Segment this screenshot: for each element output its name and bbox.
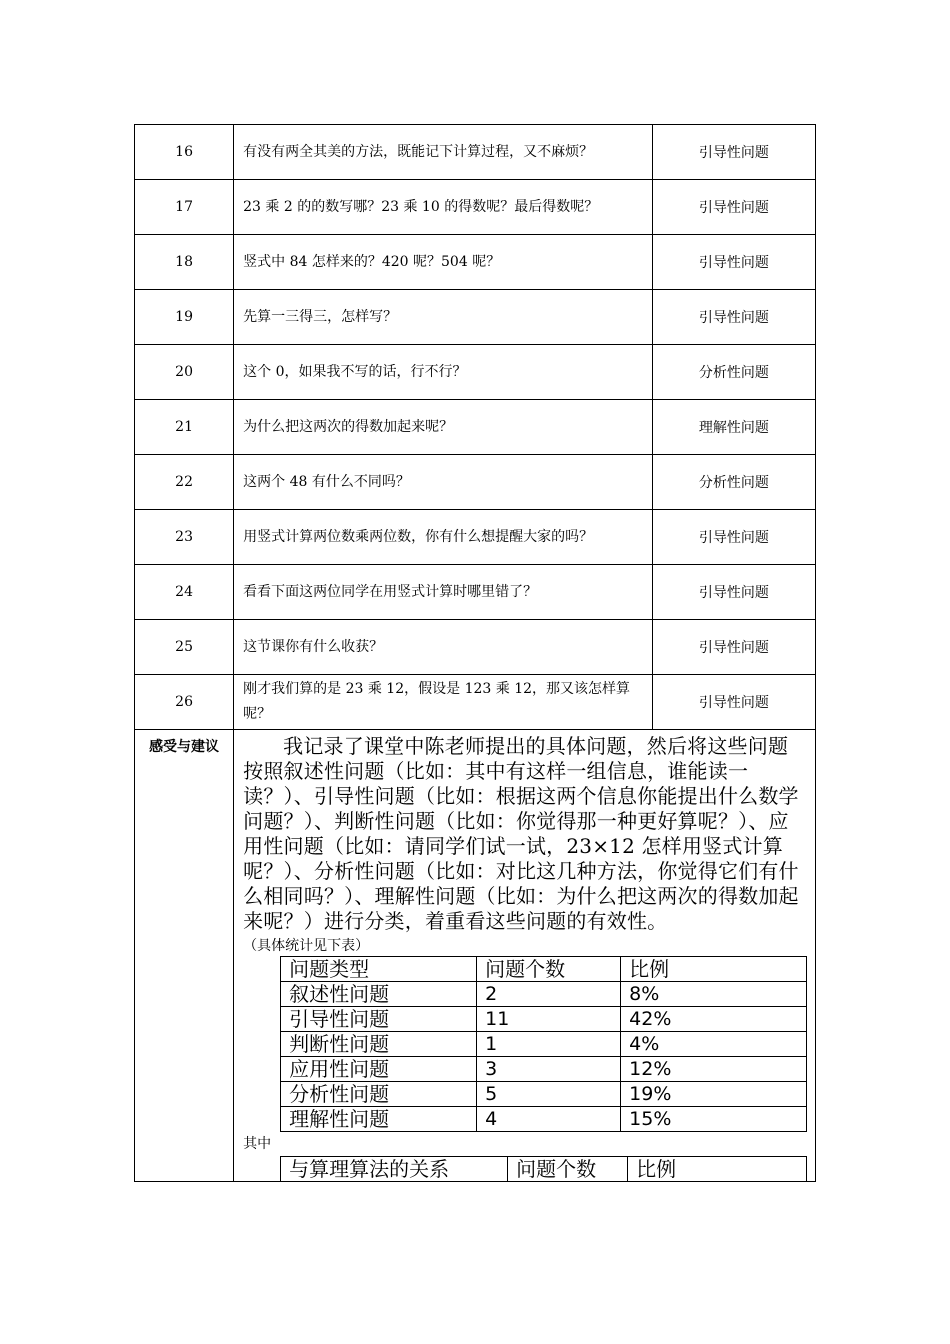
question-row <box>135 455 816 510</box>
question-row <box>135 565 816 620</box>
question-number: 18 <box>135 235 234 290</box>
feedback-row <box>135 730 816 1182</box>
question-type: 引导性问题 <box>652 235 815 290</box>
question-row <box>135 180 816 235</box>
document-page <box>134 124 816 1182</box>
question-type: 引导性问题 <box>652 565 815 620</box>
stats-count: 2 <box>477 982 621 1007</box>
question-number: 22 <box>135 455 234 510</box>
question-text: 刚才我们算的是 23 乘 12，假设是 123 乘 12，那又该怎样算呢？ <box>234 675 653 730</box>
question-type: 分析性问题 <box>652 345 815 400</box>
question-row <box>135 235 816 290</box>
question-row <box>135 400 816 455</box>
question-type: 引导性问题 <box>652 180 815 235</box>
sub-label: 其中 <box>243 1136 272 1152</box>
stats-row <box>281 1107 807 1132</box>
question-text: 有没有两全其美的方法，既能记下计算过程，又不麻烦？ <box>234 125 653 180</box>
stats-table-body <box>281 982 807 1132</box>
question-row <box>135 620 816 675</box>
stats-row <box>281 1057 807 1082</box>
stats-ratio: 42% <box>621 1007 807 1032</box>
stats-ratio: 8% <box>621 982 807 1007</box>
question-type: 引导性问题 <box>652 125 815 180</box>
question-text: 这两个 48 有什么不同吗？ <box>234 455 653 510</box>
question-row <box>135 510 816 565</box>
feedback-body <box>234 730 816 1182</box>
feedback-label: 感受与建议 <box>135 730 234 1182</box>
stats-count: 3 <box>477 1057 621 1082</box>
stats-ratio: 4% <box>621 1032 807 1057</box>
stats-table <box>280 956 807 1132</box>
question-text: 23 乘 2 的的数写哪？23 乘 10 的得数呢？最后得数呢？ <box>234 180 653 235</box>
stats-type: 判断性问题 <box>281 1032 477 1057</box>
question-number: 21 <box>135 400 234 455</box>
question-row <box>135 125 816 180</box>
question-text: 用竖式计算两位数乘两位数，你有什么想提醒大家的吗？ <box>234 510 653 565</box>
stats-ratio: 19% <box>621 1082 807 1107</box>
question-row <box>135 675 816 730</box>
question-text: 竖式中 84 怎样来的？420 呢？504 呢？ <box>234 235 653 290</box>
question-type: 引导性问题 <box>652 290 815 345</box>
question-text: 先算一三得三，怎样写？ <box>234 290 653 345</box>
question-type: 分析性问题 <box>652 455 815 510</box>
question-type: 引导性问题 <box>652 620 815 675</box>
question-row <box>135 290 816 345</box>
stats-type: 应用性问题 <box>281 1057 477 1082</box>
stats-row <box>281 982 807 1007</box>
question-type: 引导性问题 <box>652 675 815 730</box>
feedback-paragraph: 我记录了课堂中陈老师提出的具体问题，然后将这些问题按照叙述性问题（比如：其中有这样一组信息，谁能读一读？）、引导性问题（比如：根据这两个信息你能提出什么数学问题？）、判断性问题（比如：你觉得那一种更好算呢？）、应用性问题（比如：请同学们试一试，23×12 怎样用竖式计算呢？）、分析性问题（比如：对比这几种方法，你觉得它们有什么相同吗？）、理解性问题（比如：为什么把这两次的得数加起来呢？）进行分类，着重看这些问题的有效性。 <box>243 734 799 933</box>
relation-header-ratio: 比例 <box>628 1157 807 1182</box>
question-number: 17 <box>135 180 234 235</box>
stats-count: 5 <box>477 1082 621 1107</box>
question-number: 26 <box>135 675 234 730</box>
stats-count: 11 <box>477 1007 621 1032</box>
stats-header-count: 问题个数 <box>477 957 621 982</box>
stats-count: 1 <box>477 1032 621 1057</box>
stats-count: 4 <box>477 1107 621 1132</box>
stats-type: 叙述性问题 <box>281 982 477 1007</box>
question-number: 20 <box>135 345 234 400</box>
question-text: 看看下面这两位同学在用竖式计算时哪里错了？ <box>234 565 653 620</box>
question-number: 24 <box>135 565 234 620</box>
stats-type: 分析性问题 <box>281 1082 477 1107</box>
question-row <box>135 345 816 400</box>
stats-row <box>281 1082 807 1107</box>
question-text: 这节课你有什么收获？ <box>234 620 653 675</box>
stats-type: 引导性问题 <box>281 1007 477 1032</box>
stats-row <box>281 1007 807 1032</box>
question-number: 16 <box>135 125 234 180</box>
question-table-body <box>135 125 816 730</box>
stats-note: （具体统计见下表） <box>243 938 370 954</box>
question-number: 25 <box>135 620 234 675</box>
relation-header-count: 问题个数 <box>508 1157 628 1182</box>
stats-header-ratio: 比例 <box>621 957 807 982</box>
question-type: 引导性问题 <box>652 510 815 565</box>
relation-header-row <box>281 1157 807 1182</box>
stats-header-row <box>281 957 807 982</box>
relation-header-relation: 与算理算法的关系 <box>281 1157 508 1182</box>
question-type: 理解性问题 <box>652 400 815 455</box>
stats-ratio: 12% <box>621 1057 807 1082</box>
stats-row <box>281 1032 807 1057</box>
stats-ratio: 15% <box>621 1107 807 1132</box>
question-text: 为什么把这两次的得数加起来呢？ <box>234 400 653 455</box>
stats-header-type: 问题类型 <box>281 957 477 982</box>
question-number: 23 <box>135 510 234 565</box>
question-text: 这个 0，如果我不写的话，行不行？ <box>234 345 653 400</box>
question-table <box>134 124 816 1182</box>
relation-table <box>280 1156 807 1181</box>
stats-type: 理解性问题 <box>281 1107 477 1132</box>
question-number: 19 <box>135 290 234 345</box>
